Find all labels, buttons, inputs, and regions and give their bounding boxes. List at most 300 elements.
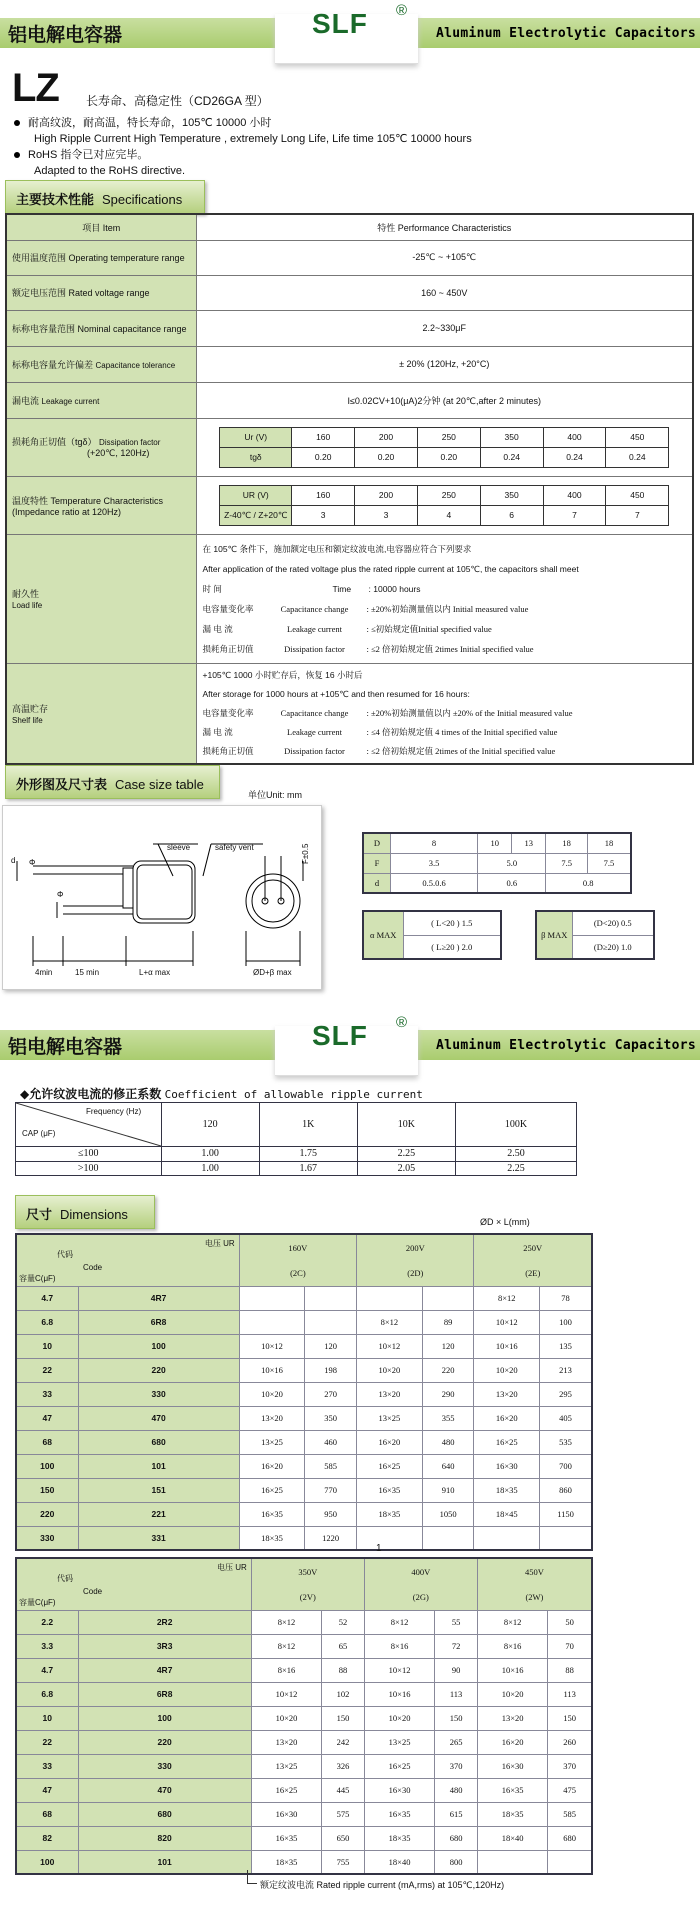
dim-cell: 18×40: [364, 1850, 435, 1874]
dim-cell: 220: [422, 1358, 474, 1382]
df1-cell: 400: [543, 427, 606, 447]
dim-cell: 615: [435, 1802, 478, 1826]
table-row: [16, 1706, 592, 1730]
table-row: [16, 1826, 592, 1850]
spec-tol-value: ± 20% (120Hz, +20°C): [196, 346, 693, 382]
tc2-cell: 6: [480, 505, 543, 525]
alpha-name: α MAX: [363, 911, 403, 959]
dim-cell: 6R8: [78, 1310, 239, 1334]
dim-cell: 470: [78, 1406, 239, 1430]
dim-cell: 6.8: [16, 1682, 78, 1706]
ripple-col-header: 120: [161, 1103, 259, 1146]
dim-cell: 16×30: [251, 1802, 322, 1826]
dim-cell: 16×35: [239, 1502, 305, 1526]
df2-cell: 0.24: [543, 447, 606, 467]
series-code: LZ: [12, 66, 59, 110]
vent-label: safety vent: [215, 843, 254, 852]
f-label: F±0.5: [301, 843, 310, 864]
ripple-cell: 1.75: [259, 1146, 357, 1161]
size-f-cell: 3.5: [390, 853, 477, 873]
dim-voltage-header: 450V: [477, 1558, 592, 1584]
table-row: [16, 1778, 592, 1802]
dim-cell: 650: [322, 1826, 365, 1850]
feature-1: 耐高纹波，耐高温，特长寿命，105℃ 10000 小时: [28, 117, 272, 129]
dim-cell: 3.3: [16, 1634, 78, 1658]
size-f-cell: 7.5: [587, 853, 631, 873]
size-lead-cell: d: [363, 873, 390, 893]
cond-en: Capacitance change: [280, 707, 349, 718]
size-lead-cell: 0.8: [546, 873, 631, 893]
df1-cell: 250: [417, 427, 480, 447]
dim-cell: 113: [435, 1682, 478, 1706]
dim-cell: 370: [435, 1754, 478, 1778]
dimensions-tag: 尺寸 Dimensions: [15, 1195, 155, 1229]
table-row: [16, 1502, 592, 1526]
dim-header-corner: 电压 UR 代码 Code 容量C(μF): [16, 1558, 251, 1610]
dim-cell: 220: [78, 1730, 251, 1754]
dim-cell: 120: [422, 1334, 474, 1358]
dim-cell: 755: [322, 1850, 365, 1874]
dim-cell: 16×35: [357, 1478, 423, 1502]
dim-cell: 16×30: [364, 1778, 435, 1802]
alpha-table: [362, 910, 502, 960]
spec-volt-label: 额定电压范围 Rated voltage range: [6, 275, 196, 310]
dim-cell: 10: [16, 1706, 78, 1730]
dim-cell: 13×25: [251, 1754, 322, 1778]
dim-cell: [477, 1850, 548, 1874]
dim-cell: 370: [548, 1754, 592, 1778]
dim-cell: 6.8: [16, 1310, 78, 1334]
ripple-cell: 2.25: [357, 1146, 455, 1161]
dim-cell: 198: [305, 1358, 357, 1382]
brand-logo: SLF: [312, 8, 368, 39]
table-row: [16, 1406, 592, 1430]
table-row: [16, 1658, 592, 1682]
specifications-table: [5, 213, 694, 765]
ripple-cell: ≤100: [16, 1146, 161, 1161]
ripple-title: ◆允许纹波电流的修正系数 Coefficient of allowable ripple current: [20, 1087, 423, 1101]
spec-shelf-content: +105℃ 1000 小时贮存后，恢复 16 小时后 After storage for 1000 hours at +105℃ and then resumed for 16 hours: 电容量变化率 Capacitance change : ±20%初始测量值以内 ±20% of the Initial measured value 漏 电 流 Leakage current : ≤4 倍初始规定值 4 times of the Initial specified value 损耗角正切值 Dissipation factor : ≤2 倍初始规定值 2times of the Initial specified value: [196, 663, 693, 764]
size-d-cell: 8: [390, 833, 477, 853]
tc2-cell: 3: [355, 505, 418, 525]
dim-cell: 10×12: [364, 1658, 435, 1682]
cond-cn: 损耗角正切值: [202, 745, 254, 756]
dim-cell: 68: [16, 1802, 78, 1826]
ripple-cell: 2.25: [507, 1163, 525, 1175]
dim-cell: 100: [540, 1310, 592, 1334]
spec-leak-label: 漏电流 Leakage current: [6, 382, 196, 418]
cond-cn: 损耗角正切值: [202, 643, 254, 654]
beta-r2: (D≥20) 1.0: [572, 935, 654, 959]
dim-cell: 8×12: [251, 1610, 322, 1634]
dim-cell: [239, 1286, 305, 1310]
dim-voltage-code: (2G): [364, 1584, 477, 1610]
dim-cell: 151: [78, 1478, 239, 1502]
dim-cell: 18×45: [474, 1502, 540, 1526]
dim-cell: 102: [322, 1682, 365, 1706]
cond-val: : ±20%初始测量值以内 Initial measured value: [366, 603, 529, 614]
case-drawing: [2, 805, 322, 990]
dim-cell: 270: [305, 1382, 357, 1406]
size-d-cell: 18: [587, 833, 631, 853]
df2-cell: 0.24: [606, 447, 669, 467]
dim-cell: 8×16: [251, 1658, 322, 1682]
feature-list: [14, 115, 472, 179]
dim-cell: 10: [16, 1334, 78, 1358]
dim-cell: 16×20: [357, 1430, 423, 1454]
cond-en: Leakage current: [287, 726, 342, 737]
lead-d-label: d: [11, 856, 16, 865]
dim-cell: 90: [435, 1658, 478, 1682]
dim-cell: 18×35: [477, 1802, 548, 1826]
unit-label: 单位Unit: mm: [248, 790, 303, 800]
dim-voltage-code: (2V): [251, 1584, 364, 1610]
dim-cell: 100: [78, 1334, 239, 1358]
dim-cell: 16×25: [239, 1478, 305, 1502]
dim-cell: 770: [305, 1478, 357, 1502]
dim-cell: 16×35: [477, 1778, 548, 1802]
dim-cell: 575: [322, 1802, 365, 1826]
dim-voltage-code: (2E): [474, 1260, 592, 1286]
dim-cell: 18×35: [474, 1478, 540, 1502]
dim-cell: 6R8: [78, 1682, 251, 1706]
cond-val: : ±20%初始测量值以内 ±20% of the Initial measured value: [366, 707, 573, 718]
tc1-cell: 450: [606, 485, 669, 505]
dim-cell: 910: [422, 1478, 474, 1502]
dim-cell: 680: [435, 1826, 478, 1850]
dim-cell: 100: [78, 1706, 251, 1730]
ripple-cap-label: CAP (μF): [22, 1129, 56, 1138]
dim-cell: 47: [16, 1406, 78, 1430]
dim-cell: 330: [78, 1754, 251, 1778]
table-row: [16, 1682, 592, 1706]
ripple-freq-label: Frequency (Hz): [86, 1107, 142, 1116]
header-en-title: Aluminum Electrolytic Capacitors: [435, 26, 696, 41]
dim-cell: 13×20: [477, 1706, 548, 1730]
dim-cell: 16×30: [477, 1754, 548, 1778]
dim-cell: 8×12: [364, 1610, 435, 1634]
dim-cell: 135: [540, 1334, 592, 1358]
df2-cell: 0.24: [480, 447, 543, 467]
dim-cell: 220: [78, 1358, 239, 1382]
dim-cell: [239, 1310, 305, 1334]
dim-cell: 65: [322, 1634, 365, 1658]
dim-voltage-header: 160V: [239, 1234, 356, 1260]
feature-2-en: Adapted to the RoHS directive.: [34, 165, 186, 177]
tc1-cell: 400: [543, 485, 606, 505]
capacitor-outline-icon: [3, 806, 323, 991]
dim-cell: 220: [16, 1502, 78, 1526]
dim-cell: 326: [322, 1754, 365, 1778]
spec-head-item: 项目 Item: [6, 214, 196, 240]
table-row: [16, 1526, 592, 1550]
spec-tc-label: 温度特性 Temperature Characteristics (Impedance ratio at 120Hz): [6, 476, 196, 534]
cond-en: Dissipation factor: [284, 745, 345, 756]
size-d-cell: 13: [512, 833, 546, 853]
table-row: [16, 1610, 592, 1634]
dim-cell: 18×35: [357, 1502, 423, 1526]
brand-logo-2: SLF: [312, 1020, 368, 1051]
ripple-table: [15, 1102, 577, 1176]
cond-en: Leakage current: [287, 623, 342, 634]
dim-cell: 16×25: [474, 1430, 540, 1454]
tc1-cell: 160: [292, 485, 355, 505]
cond-cn: 漏 电 流: [202, 726, 233, 737]
dim-cell: 2.2: [16, 1610, 78, 1634]
dim-cell: 585: [548, 1802, 592, 1826]
dim-cell: 150: [322, 1706, 365, 1730]
table-row: [16, 1286, 592, 1310]
dim-cell: 13×20: [251, 1730, 322, 1754]
dim-cell: 470: [78, 1778, 251, 1802]
dim-cell: [357, 1286, 423, 1310]
dim-cell: 120: [305, 1334, 357, 1358]
dim-cell: 70: [548, 1634, 592, 1658]
table-row: [16, 1850, 592, 1874]
size-d-cell: 10: [478, 833, 512, 853]
dim-cell: 480: [422, 1430, 474, 1454]
spec-head-perf: 特性 Performance Characteristics: [196, 214, 693, 240]
tc1-cell: 250: [417, 485, 480, 505]
size-lead-cell: 0.6: [478, 873, 546, 893]
footnote: 额定纹波电流 Rated ripple current (mA,rms) at 105℃,120Hz): [260, 1880, 505, 1890]
dim-cell: [548, 1850, 592, 1874]
df1-cell: 160: [292, 427, 355, 447]
dim-voltage-header: 400V: [364, 1558, 477, 1584]
tc2-cell: Z-40℃ / Z+20℃: [220, 505, 292, 525]
alpha-r1: ( L<20 ) 1.5: [403, 911, 501, 935]
table-row: [16, 1310, 592, 1334]
dim-cell: 1050: [422, 1502, 474, 1526]
spec-shelf-label: 高温贮存 Shelf life: [6, 663, 196, 764]
dim-cell: [474, 1526, 540, 1550]
l4-label: 4min: [35, 968, 53, 977]
dim-cell: 480: [435, 1778, 478, 1802]
table-row: [16, 1334, 592, 1358]
l15-label: 15 min: [75, 968, 100, 977]
page-header-2: [0, 1012, 700, 1062]
beta-table: [535, 910, 655, 960]
feature-2: RoHS 指令已对应完毕。: [28, 149, 149, 161]
sleeve-label: sleeve: [167, 843, 191, 852]
header-cn-title: 铝电解电容器: [8, 25, 123, 46]
size-lead-cell: 0.5.0.6: [390, 873, 477, 893]
cond-cn: 电容量变化率: [202, 707, 254, 718]
dim-cell: 820: [78, 1826, 251, 1850]
tc-table: [219, 485, 669, 526]
dim-cell: 16×25: [251, 1778, 322, 1802]
spec-life-label: 耐久性 Load life: [6, 534, 196, 663]
dim-cell: 1150: [540, 1502, 592, 1526]
table-row: [16, 1382, 592, 1406]
dim-cell: 700: [540, 1454, 592, 1478]
dim-cell: 1220: [305, 1526, 357, 1550]
dim-cell: 265: [435, 1730, 478, 1754]
tc2-cell: 4: [417, 505, 480, 525]
spec-df-label: 损耗角正切值（tgδ） Dissipation factor (+20℃, 120Hz): [6, 418, 196, 476]
dim-cell: [422, 1286, 474, 1310]
tc2-cell: 3: [292, 505, 355, 525]
dim-cell: 13×20: [239, 1406, 305, 1430]
dim-cell: 72: [435, 1634, 478, 1658]
dim-cell: 101: [78, 1454, 239, 1478]
dimension-table-1: [15, 1233, 593, 1551]
dim-cell: 4.7: [16, 1658, 78, 1682]
registered-mark: ®: [396, 2, 408, 19]
dim-voltage-header: 200V: [357, 1234, 474, 1260]
dim-cell: 10×12: [251, 1682, 322, 1706]
dim-cell: [422, 1526, 474, 1550]
dim-cell: 10×20: [477, 1682, 548, 1706]
ripple-cell: 1.00: [161, 1146, 259, 1161]
dim-cell: 3R3: [78, 1634, 251, 1658]
dim-cell: 4R7: [78, 1286, 239, 1310]
dim-cell: 13×20: [474, 1382, 540, 1406]
dim-cell: 475: [548, 1778, 592, 1802]
alpha-r2: ( L≥20 ) 2.0: [403, 935, 501, 959]
dim-unit-label: ØD × L(mm): [480, 1217, 530, 1227]
dim-cell: 150: [548, 1706, 592, 1730]
ripple-cell: 2.05: [357, 1161, 455, 1176]
size-d-cell: D: [363, 833, 390, 853]
dim-cell: 213: [540, 1358, 592, 1382]
dim-cell: 113: [548, 1682, 592, 1706]
dim-cell: 680: [548, 1826, 592, 1850]
dim-cell: 8×16: [477, 1634, 548, 1658]
dim-cell: 22: [16, 1730, 78, 1754]
spec-volt-value: 160 ~ 450V: [196, 275, 693, 310]
dim-cell: 47: [16, 1778, 78, 1802]
dim-cell: 100: [16, 1454, 78, 1478]
df2-cell: 0.20: [292, 447, 355, 467]
dim-cell: 445: [322, 1778, 365, 1802]
dim-cell: 16×20: [474, 1406, 540, 1430]
size-f-cell: 5.0: [478, 853, 546, 873]
spec-temp-label: 使用温度范围 Operating temperature range: [6, 240, 196, 275]
dim-cell: 78: [540, 1286, 592, 1310]
dim-cell: 13×25: [239, 1430, 305, 1454]
df1-cell: 350: [480, 427, 543, 447]
dim-cell: 460: [305, 1430, 357, 1454]
header2-cn-title: 铝电解电容器: [8, 1037, 123, 1058]
spec-tol-label: 标称电容量允许偏差 Capacitance tolerance: [6, 346, 196, 382]
dim-cell: 22: [16, 1358, 78, 1382]
dim-cell: 10×20: [474, 1358, 540, 1382]
dim-cell: 13×25: [357, 1406, 423, 1430]
dim-cell: 16×35: [364, 1802, 435, 1826]
ripple-cell: >100: [16, 1161, 161, 1176]
df2-cell: 0.20: [355, 447, 418, 467]
cond-val: : ≤2 倍初始规定值 2times of the Initial specified value: [366, 745, 556, 756]
dim-voltage-code: (2D): [357, 1260, 474, 1286]
dim-cell: 33: [16, 1382, 78, 1406]
dim-cell: 221: [78, 1502, 239, 1526]
size-f-cell: F: [363, 853, 390, 873]
cond-cn: 电容量变化率: [202, 603, 254, 614]
dim-cell: 260: [548, 1730, 592, 1754]
dim-cell: 8×12: [357, 1310, 423, 1334]
dim-voltage-code: (2W): [477, 1584, 592, 1610]
dim-cell: 290: [422, 1382, 474, 1406]
registered-mark-2: ®: [396, 1014, 408, 1031]
dim-cell: [305, 1310, 357, 1334]
dim-cell: 8×16: [364, 1634, 435, 1658]
dim-cell: 355: [422, 1406, 474, 1430]
dim-cell: 10×12: [239, 1334, 305, 1358]
dim-cell: 82: [16, 1826, 78, 1850]
dim-cell: 405: [540, 1406, 592, 1430]
ripple-col-header: 100K: [455, 1103, 576, 1146]
df1-cell: Ur (V): [220, 427, 292, 447]
dim-cell: 535: [540, 1430, 592, 1454]
dim-cell: 10×12: [357, 1334, 423, 1358]
dim-cell: 800: [435, 1850, 478, 1874]
phi-label-2: Φ: [57, 890, 64, 899]
df2-cell: tgδ: [220, 447, 292, 467]
dim-cell: 10×20: [357, 1358, 423, 1382]
spec-temp-value: -25℃ ~ +105℃: [196, 240, 693, 275]
dmax-label: ØD+β max: [253, 968, 292, 977]
tc1-cell: 350: [480, 485, 543, 505]
dim-cell: 33: [16, 1754, 78, 1778]
dim-cell: 10×20: [364, 1706, 435, 1730]
case-size-table: [362, 832, 632, 894]
dim-cell: 8×12: [251, 1634, 322, 1658]
dim-cell: 16×35: [251, 1826, 322, 1850]
dim-cell: 860: [540, 1478, 592, 1502]
cond-val: : ≤初始规定值Initial specified value: [366, 623, 492, 634]
dim-cell: 101: [78, 1850, 251, 1874]
table-row: [16, 1478, 592, 1502]
dim-cell: 18×35: [251, 1850, 322, 1874]
dim-cell: 10×20: [251, 1706, 322, 1730]
header2-en-title: Aluminum Electrolytic Capacitors: [435, 1038, 696, 1053]
cond-cn: 漏 电 流: [202, 623, 233, 634]
dim-cell: 89: [422, 1310, 474, 1334]
cond-val: : ≤2 倍初始规定值 2times Initial specified value: [366, 643, 534, 654]
dim-cell: 16×20: [239, 1454, 305, 1478]
df1-cell: 200: [355, 427, 418, 447]
size-d-cell: 18: [546, 833, 588, 853]
dim-cell: 100: [16, 1850, 78, 1874]
spec-leak-value: I≤0.02CV+10(μA)2分钟 (at 20℃,after 2 minutes): [196, 382, 693, 418]
page-header: [0, 0, 700, 50]
dim-cell: 18×35: [239, 1526, 305, 1550]
ripple-col-header: 1K: [259, 1103, 357, 1146]
ripple-col-header: 10K: [357, 1103, 455, 1146]
dim-cell: [357, 1526, 423, 1550]
specifications-tag: 主要技术性能 Specifications: [5, 180, 205, 214]
cond-en: Dissipation factor: [284, 643, 345, 654]
dim-cell: 16×25: [357, 1454, 423, 1478]
dim-cell: 350: [305, 1406, 357, 1430]
dim-cell: 8×12: [474, 1286, 540, 1310]
tc2-cell: 7: [543, 505, 606, 525]
spec-cap-value: 2.2~330μF: [196, 310, 693, 346]
dim-cell: 295: [540, 1382, 592, 1406]
dim-cell: 18×35: [364, 1826, 435, 1850]
tc1-cell: UR (V): [220, 485, 292, 505]
dim-cell: 16×20: [477, 1730, 548, 1754]
dim-cell: 331: [78, 1526, 239, 1550]
dim-cell: 16×25: [364, 1754, 435, 1778]
spec-cap-label: 标称电容量范围 Nominal capacitance range: [6, 310, 196, 346]
tc2-cell: 7: [606, 505, 669, 525]
dim-cell: 55: [435, 1610, 478, 1634]
page-number: 1: [376, 1543, 382, 1554]
table-row: [16, 1730, 592, 1754]
dim-cell: [540, 1526, 592, 1550]
